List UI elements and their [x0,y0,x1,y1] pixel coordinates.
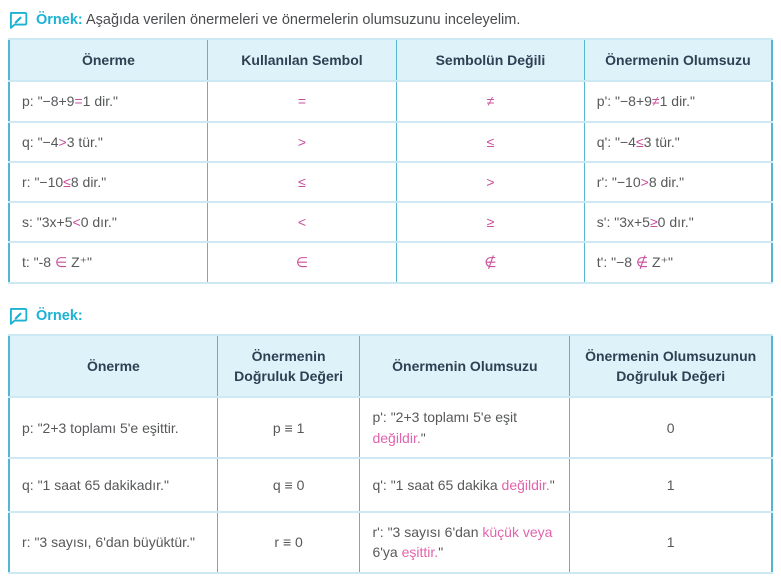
table-row [9,202,772,242]
example-label: Örnek: [36,12,83,28]
table-row [9,242,772,282]
cell-olumsuz: p': "−8+9≠1 dir." [584,81,772,121]
col-header-dogruluk-degeri: Önermenin Doğruluk Değeri [217,335,360,398]
example-label: Örnek: [36,307,83,324]
cell-sembol: < [207,202,396,242]
col-header-onerme: Önerme [9,39,207,81]
cell-sembol: ∈ [207,242,396,282]
cell-olumsuz: s': "3x+5≥0 dır." [584,202,772,242]
cell-dogruluk: r ≡ 0 [217,512,360,573]
col-header-olumsuz-dogruluk-degeri: Önermenin Olumsuzunun Doğruluk Değeri [570,335,772,398]
cell-olumsuz: t': "−8 ∉ Z⁺" [584,242,772,282]
cell-onerme: q: "1 saat 65 dakikadır." [9,458,217,512]
cell-olumsuz: r': "−10>8 dir." [584,162,772,202]
section-spacer [8,284,773,302]
cell-onerme: p: "−8+9=1 dir." [9,81,207,121]
cell-dogruluk: q ≡ 0 [217,458,360,512]
chat-pencil-icon [8,306,28,326]
example-heading-2 [8,306,773,326]
cell-olumsuz-dogruluk: 0 [570,397,772,458]
example-heading-1 [8,10,773,30]
cell-degil: > [397,162,585,202]
table-row [9,81,772,121]
cell-olumsuz: p': "2+3 toplamı 5'e eşit değildir." [360,397,570,458]
col-header-kullanilan-sembol: Kullanılan Sembol [207,39,396,81]
cell-olumsuz: r': "3 sayısı 6'dan küçük veya 6'ya eşittir." [360,512,570,573]
cell-dogruluk: p ≡ 1 [217,397,360,458]
table-header-row [9,335,772,398]
col-header-onermenin-olumsuzu: Önermenin Olumsuzu [360,335,570,398]
table-row [9,512,772,573]
cell-olumsuz-dogruluk: 1 [570,512,772,573]
cell-sembol: ≤ [207,162,396,202]
table-header-row [9,39,772,81]
table-row [9,397,772,458]
cell-onerme: r: "3 sayısı, 6'dan büyüktür." [9,512,217,573]
table2-header [9,335,772,398]
cell-degil: ≤ [397,122,585,162]
cell-onerme: s: "3x+5<0 dır." [9,202,207,242]
table1-header [9,39,772,81]
chat-pencil-icon [8,10,28,30]
cell-onerme: q: "−4>3 tür." [9,122,207,162]
cell-olumsuz-dogruluk: 1 [570,458,772,512]
col-header-onermenin-olumsuzu: Önermenin Olumsuzu [584,39,772,81]
example-description: Aşağıda verilen önermeleri ve önermelerin olumsuzunu inceleyelim. [85,12,521,28]
table-row [9,122,772,162]
col-header-sembolun-degili: Sembolün Değili [397,39,585,81]
cell-degil: ∉ [397,242,585,282]
cell-sembol: > [207,122,396,162]
cell-onerme: t: "-8 ∈ Z⁺" [9,242,207,282]
table-truth-values [8,334,773,574]
cell-olumsuz: q': "1 saat 65 dakika değildir." [360,458,570,512]
table-propositions-symbols [8,38,773,284]
table-row [9,162,772,202]
table-row [9,458,772,512]
cell-degil: ≠ [397,81,585,121]
cell-degil: ≥ [397,202,585,242]
col-header-onerme: Önerme [9,335,217,398]
cell-sembol: = [207,81,396,121]
cell-onerme: p: "2+3 toplamı 5'e eşittir. [9,397,217,458]
cell-olumsuz: q': "−4≤3 tür." [584,122,772,162]
cell-onerme: r: "−10≤8 dir." [9,162,207,202]
